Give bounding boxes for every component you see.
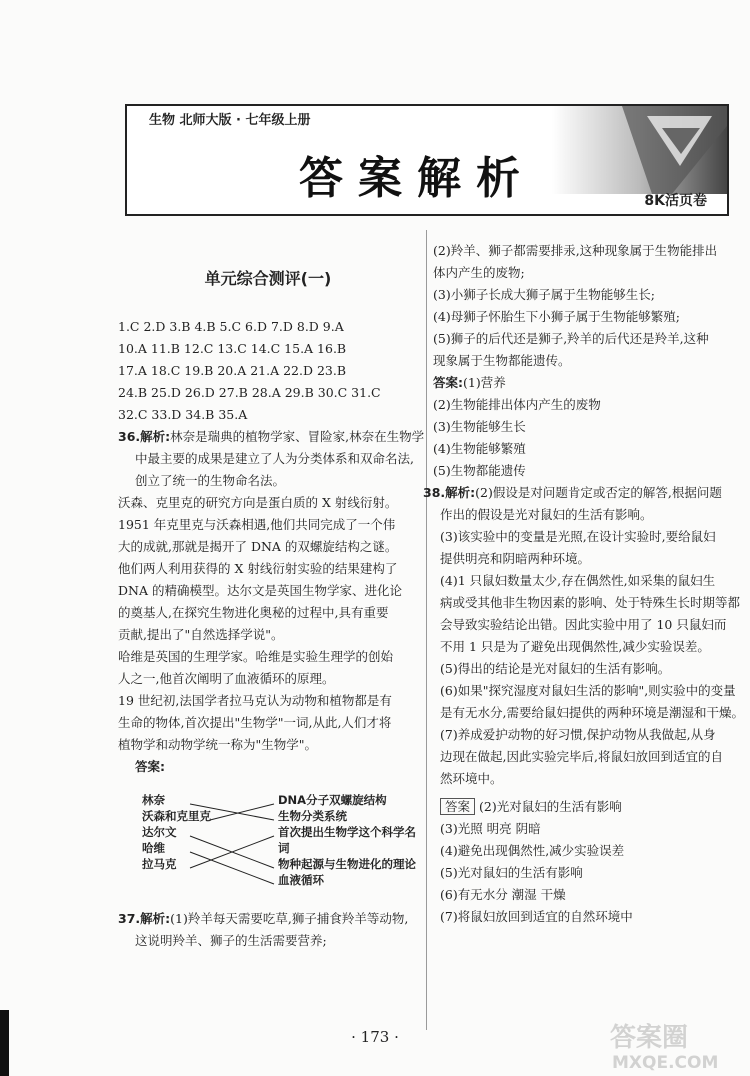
- question-36: [118, 426, 425, 778]
- q38-answer: (5)光对鼠妇的生活有影响: [440, 865, 583, 880]
- q38-line: (3)该实验中的变量是光照,在设计实验时,要给鼠妇: [440, 529, 716, 544]
- left-column: [118, 240, 425, 952]
- q37-answer: (5)生物都能遗传: [433, 463, 526, 478]
- q37-label: 37.解析:: [118, 911, 171, 926]
- q38-line: 会导致实验结论出错。因此实验中用了 10 只鼠妇而: [440, 617, 727, 632]
- q36-label: 36.解析:: [118, 429, 171, 444]
- header-banner: [125, 104, 729, 216]
- match-right-item: 血液循环: [278, 873, 324, 887]
- q36-line: DNA 的精确模型。达尔文是英国生物学家、进化论: [118, 583, 402, 598]
- matching-diagram: [118, 792, 418, 902]
- q38-line: 是有无水分,需要给鼠妇提供的两种环境是潮湿和干燥。: [440, 705, 744, 720]
- match-left-item: 哈维: [142, 841, 165, 855]
- q36-line: 大的成就,那就是揭开了 DNA 的双螺旋结构之谜。: [118, 539, 398, 554]
- match-right-item: DNA分子双螺旋结构: [278, 793, 387, 807]
- q38-answer: (7)将鼠妇放回到适宜的自然环境中: [440, 909, 633, 924]
- q36-line: 1951 年克里克与沃森相遇,他们共同完成了一个伟: [118, 517, 396, 532]
- q38-line: 边现在做起,因此实验完毕后,将鼠妇放回到适宜的自: [440, 749, 723, 764]
- question-37: [118, 908, 418, 952]
- q38-answer: (3)光照 明亮 阴暗: [440, 821, 541, 836]
- mc-line: 17.A 18.C 19.B 20.A 21.A 22.D 23.B: [118, 363, 347, 378]
- mc-line: 10.A 11.B 12.C 13.C 14.C 15.A 16.B: [118, 341, 347, 356]
- q36-line: 的奠基人,在探究生物进化奥秘的过程中,具有重要: [118, 605, 389, 620]
- q36-line: 植物学和动物学统一称为"生物学"。: [118, 737, 317, 752]
- question-37-continued: [433, 240, 743, 482]
- q37-line: 现象属于生物都能遗传。: [433, 353, 571, 368]
- watermark-logo: [604, 1016, 734, 1072]
- q36-answer-label: 答案:: [135, 759, 165, 774]
- q37-line: 体内产生的废物;: [433, 265, 525, 280]
- match-right-item: 物种起源与生物进化的理论: [278, 857, 416, 871]
- q36-line: 哈维是英国的生理学家。哈维是实验生理学的创始: [118, 649, 394, 664]
- q38-line: (7)养成爱护动物的好习惯,保护动物从我做起,从身: [440, 727, 716, 742]
- watermark-bottom: MXQE.COM: [612, 1053, 719, 1072]
- q37-line: 这说明羚羊、狮子的生活需要营养;: [135, 933, 327, 948]
- q37-line: (2)羚羊、狮子都需要排汞,这种现象属于生物能排出: [433, 243, 718, 258]
- q38-line: (5)得出的结论是光对鼠妇的生活有影响。: [440, 661, 671, 676]
- q38-text: (2)假设是对问题肯定或否定的解答,根据问题: [475, 485, 722, 500]
- q36-line: 19 世纪初,法国学者拉马克认为动物和植物都是有: [118, 693, 392, 708]
- mc-line: 24.B 25.D 26.D 27.B 28.A 29.B 30.C 31.C: [118, 385, 381, 400]
- q38-line: 提供明亮和阴暗两种环境。: [440, 551, 591, 566]
- q37-line: (5)狮子的后代还是狮子,羚羊的后代还是羚羊,这种: [433, 331, 709, 346]
- q38-label: 38.解析:: [423, 485, 476, 500]
- mc-line: 32.C 33.D 34.B 35.A: [118, 407, 248, 422]
- q38-answer-label: 答案: [440, 798, 475, 815]
- match-right-item: 首次提出生物学这个科学名词: [278, 825, 416, 855]
- q38-answer: (2)光对鼠妇的生活有影响: [479, 799, 622, 814]
- q36-line: 人之一,他首次阐明了血液循环的原理。: [118, 671, 335, 686]
- match-left-item: 沃森和克里克: [142, 809, 211, 823]
- q37-answer: (1)营养: [463, 375, 506, 390]
- match-left-item: 林奈: [142, 793, 165, 807]
- multiple-choice-answers: [118, 316, 418, 426]
- q38-line: 然环境中。: [440, 771, 503, 786]
- course-label: 生物 北师大版 · 七年级上册: [149, 113, 311, 128]
- right-column: [423, 240, 744, 928]
- q37-answer: (2)生物能排出体内产生的废物: [433, 397, 601, 412]
- q38-line: 不用 1 只是为了避免出现偶然性,减少实验误差。: [440, 639, 710, 654]
- section-title: 单元综合测评(一): [204, 269, 332, 288]
- q36-line: 中最主要的成果是建立了人为分类体系和双命名法,: [135, 451, 414, 466]
- q36-line: 生命的物体,首次提出"生物学"一词,从此,人们才将: [118, 715, 392, 730]
- q37-line: (3)小狮子长成大狮子属于生物能够生长;: [433, 287, 655, 302]
- q37-text: (1)羚羊每天需要吃草,狮子捕食羚羊等动物,: [170, 911, 409, 926]
- q36-text: 林奈是瑞典的植物学家、冒险家,林奈在生物学: [170, 429, 425, 444]
- match-left-item: 拉马克: [142, 857, 177, 871]
- q37-answer: (4)生物能够繁殖: [433, 441, 526, 456]
- q37-answer: (3)生物能够生长: [433, 419, 526, 434]
- q36-line: 贡献,提出了"自然选择学说"。: [118, 627, 284, 642]
- page-title: 答案解析: [299, 153, 535, 204]
- watermark-top: 答案圈: [610, 1023, 689, 1053]
- q38-line: 作出的假设是光对鼠妇的生活有影响。: [440, 507, 653, 522]
- q38-line: (6)如果"探究湿度对鼠妇生活的影响",则实验中的变量: [440, 683, 736, 698]
- q38-line: (4)1 只鼠妇数量太少,存在偶然性,如采集的鼠妇生: [440, 573, 716, 588]
- edition-label: 8K活页卷: [644, 193, 707, 209]
- q37-line: (4)母狮子怀胎生下小狮子属于生物能够繁殖;: [433, 309, 680, 324]
- mc-line: 1.C 2.D 3.B 4.B 5.C 6.D 7.D 8.D 9.A: [118, 319, 344, 334]
- q38-line: 病或受其他非生物因素的影响、处于特殊生长时期等都: [440, 595, 741, 610]
- q36-line: 创立了统一的生物命名法。: [135, 473, 286, 488]
- q38-answer: (6)有无水分 潮湿 干燥: [440, 887, 566, 902]
- page-number: · 173 ·: [351, 1028, 399, 1046]
- question-38: [423, 482, 743, 928]
- q36-line: 他们两人利用获得的 X 射线衍射实验的结果建构了: [118, 561, 398, 576]
- q37-answer-label: 答案:: [433, 375, 463, 390]
- header-decoration-graphic: [552, 106, 727, 194]
- match-right-item: 生物分类系统: [278, 809, 347, 823]
- q38-answer: (4)避免出现偶然性,减少实验误差: [440, 843, 625, 858]
- match-left-item: 达尔文: [142, 825, 177, 839]
- q36-line: 沃森、克里克的研究方向是蛋白质的 X 射线衍射。: [118, 495, 398, 510]
